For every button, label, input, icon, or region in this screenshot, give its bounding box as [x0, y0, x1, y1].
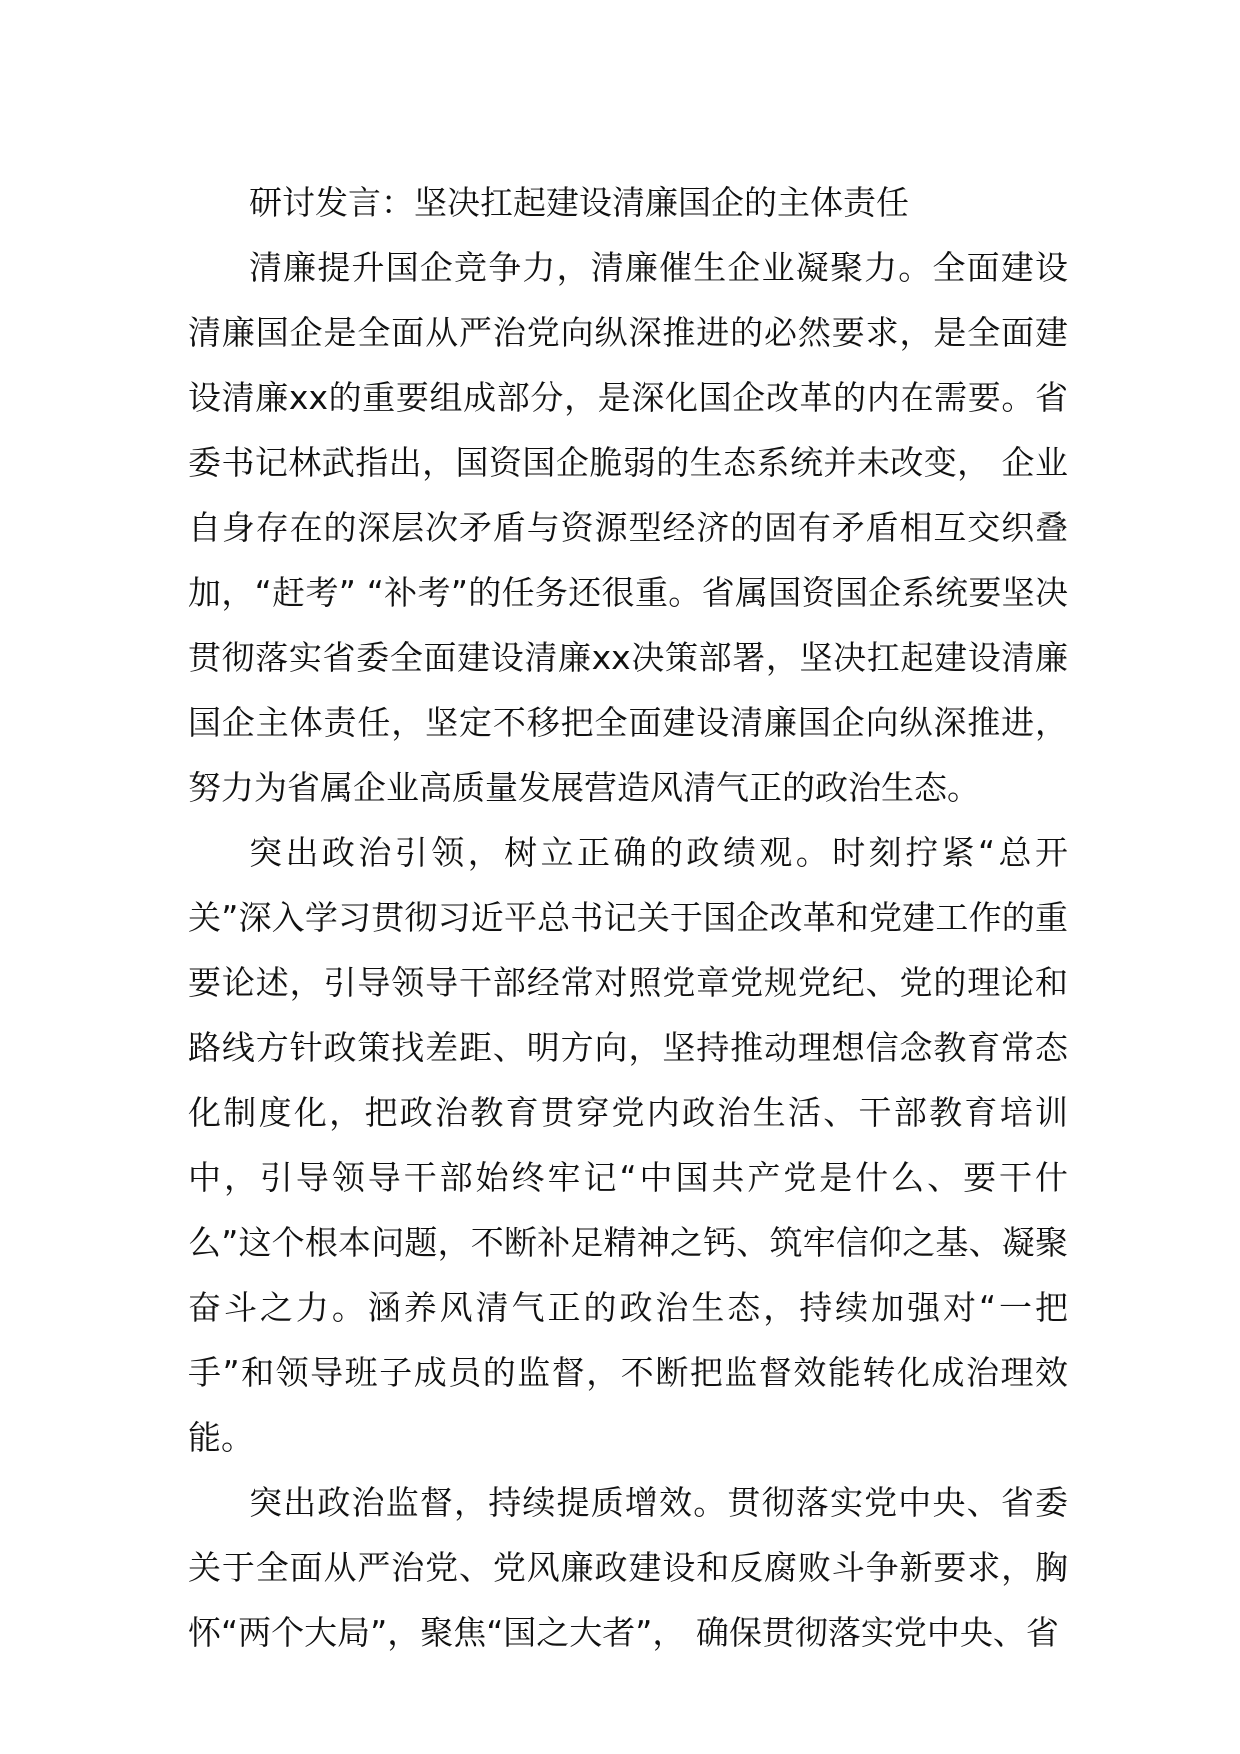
paragraph-2: 突出政治引领，树立正确的政绩观。时刻拧紧“总开关”深入学习贯彻习近平总书记关于国企改革和党建工作的重要论述，引导领导干部经常对照党章党规党纪、党的理论和路线方针政策找差距、明方向，坚持推动理想信念教育常态化制度化，把政治教育贯穿党内政治生活、干部教育培训中，引导领导干部始终牢记“中国共产党是什么、要干什么”这个根本问题，不断补足精神之钙、筑牢信仰之基、凝聚奋斗之力。涵养风清气正的政治生态，持续加强对“一把手”和领导班子成员的监督，不断把监督效能转化成治理效能。: [188, 833, 1068, 1457]
document-title: 研讨发言：坚决扛起建设清廉国企的主体责任: [249, 183, 909, 222]
paragraph-1: 清廉提升国企竞争力，清廉催生企业凝聚力。全面建设清廉国企是全面从严治党向纵深推进的必然要求，是全面建设清廉xx的重要组成部分，是深化国企改革的内在需要。省委书记林武指出，国资国企脆弱的生态系统并未改变， 企业自身存在的深层次矛盾与资源型经济的固有矛盾相互交织叠加，“赶考” “补考”的任务还很重。省属国资国企系统要坚决贯彻落实省委全面建设清廉xx决策部署，坚决扛起建设清廉国企主体责任，坚定不移把全面建设清廉国企向纵深推进，努力为省属企业高质量发展营造风清气正的政治生态。: [188, 248, 1068, 807]
document-body: [188, 170, 1068, 1665]
paragraph-3: 突出政治监督，持续提质增效。贯彻落实党中央、省委关于全面从严治党、党风廉政建设和反腐败斗争新要求，胸怀“两个大局”，聚焦“国之大者”， 确保贯彻落实党中央、省: [188, 1483, 1068, 1652]
